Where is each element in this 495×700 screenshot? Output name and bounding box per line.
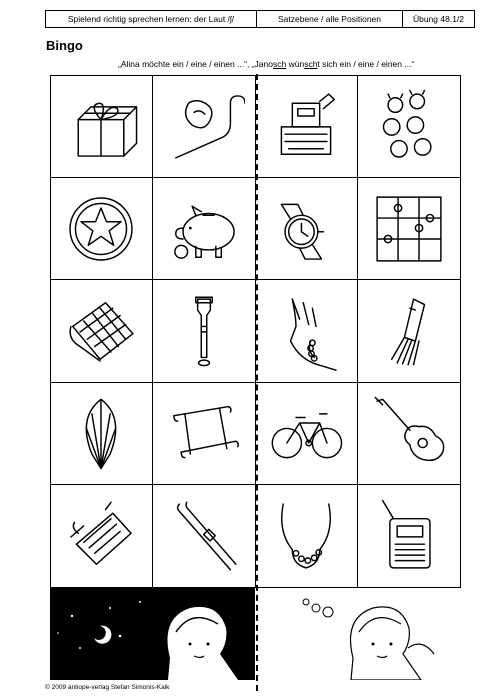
bingo-cell — [255, 484, 359, 587]
day-dream-picture — [258, 588, 463, 680]
bingo-cell — [255, 177, 359, 280]
header-exercise-number: Übung 48.1/2 — [412, 14, 465, 24]
skis-icon — [163, 495, 245, 577]
bingo-cell — [152, 177, 256, 280]
sheriff-star-icon — [60, 188, 142, 270]
page-title: Bingo — [46, 38, 83, 53]
wristwatch-icon — [265, 188, 347, 270]
gift-icon — [60, 85, 142, 167]
flashlight-icon — [163, 290, 245, 372]
bingo-cell — [152, 279, 256, 382]
bingo-cell — [255, 75, 359, 178]
puzzle-icon — [368, 188, 450, 270]
instruction-sentence — [118, 59, 414, 69]
guitar-icon — [368, 392, 450, 474]
chocolate-icon — [60, 290, 142, 372]
bingo-cell — [357, 484, 461, 587]
bingo-cell — [50, 484, 154, 587]
cash-register-icon — [265, 85, 347, 167]
bingo-cell — [152, 484, 256, 587]
snorkel-icon — [163, 85, 245, 167]
bingo-cell — [152, 382, 256, 485]
night-scene-icon — [50, 588, 255, 680]
sentence-part-1: „Alina möchte ein / eine / einen ...“, „Jano — [118, 59, 273, 69]
mussel-shell-icon — [60, 392, 142, 474]
bingo-cell — [357, 382, 461, 485]
necklace-icon — [265, 495, 347, 577]
thinking-girl-icon — [258, 588, 463, 680]
typewriter-icon — [60, 495, 142, 577]
header-series-title: Spielend richtig sprechen lernen: der Laut /ʃ/ — [46, 11, 257, 27]
comb-icon — [368, 290, 450, 372]
bingo-cell — [255, 382, 359, 485]
sentence-sch-1: sch — [272, 59, 287, 69]
night-dream-picture — [50, 588, 255, 680]
bracelet-hand-icon — [265, 290, 347, 372]
bingo-grid — [50, 75, 460, 587]
copyright: © 2009 antiope-verlag Stefan Simonis-Kalk — [45, 684, 170, 691]
bingo-cell — [50, 177, 154, 280]
bingo-cell — [152, 75, 256, 178]
bingo-cell — [255, 279, 359, 382]
bingo-cell — [357, 177, 461, 280]
gummy-bears-icon — [368, 85, 450, 167]
radio-icon — [368, 495, 450, 577]
bingo-cell — [357, 279, 461, 382]
bingo-cell — [50, 75, 154, 178]
bingo-cell — [50, 382, 154, 485]
piggy-bank-icon — [163, 188, 245, 270]
bicycle-icon — [265, 392, 347, 474]
bingo-cell — [50, 279, 154, 382]
sentence-part-2: wün — [286, 59, 305, 69]
stretcher-icon — [163, 392, 245, 474]
worksheet-header — [45, 10, 475, 28]
sentence-part-3: t sich ein / eine / einen ...“ — [317, 59, 415, 69]
header-level: Satzebene / alle Positionen — [257, 11, 403, 27]
bingo-cell — [357, 75, 461, 178]
sentence-sch-2: sch — [304, 59, 318, 69]
